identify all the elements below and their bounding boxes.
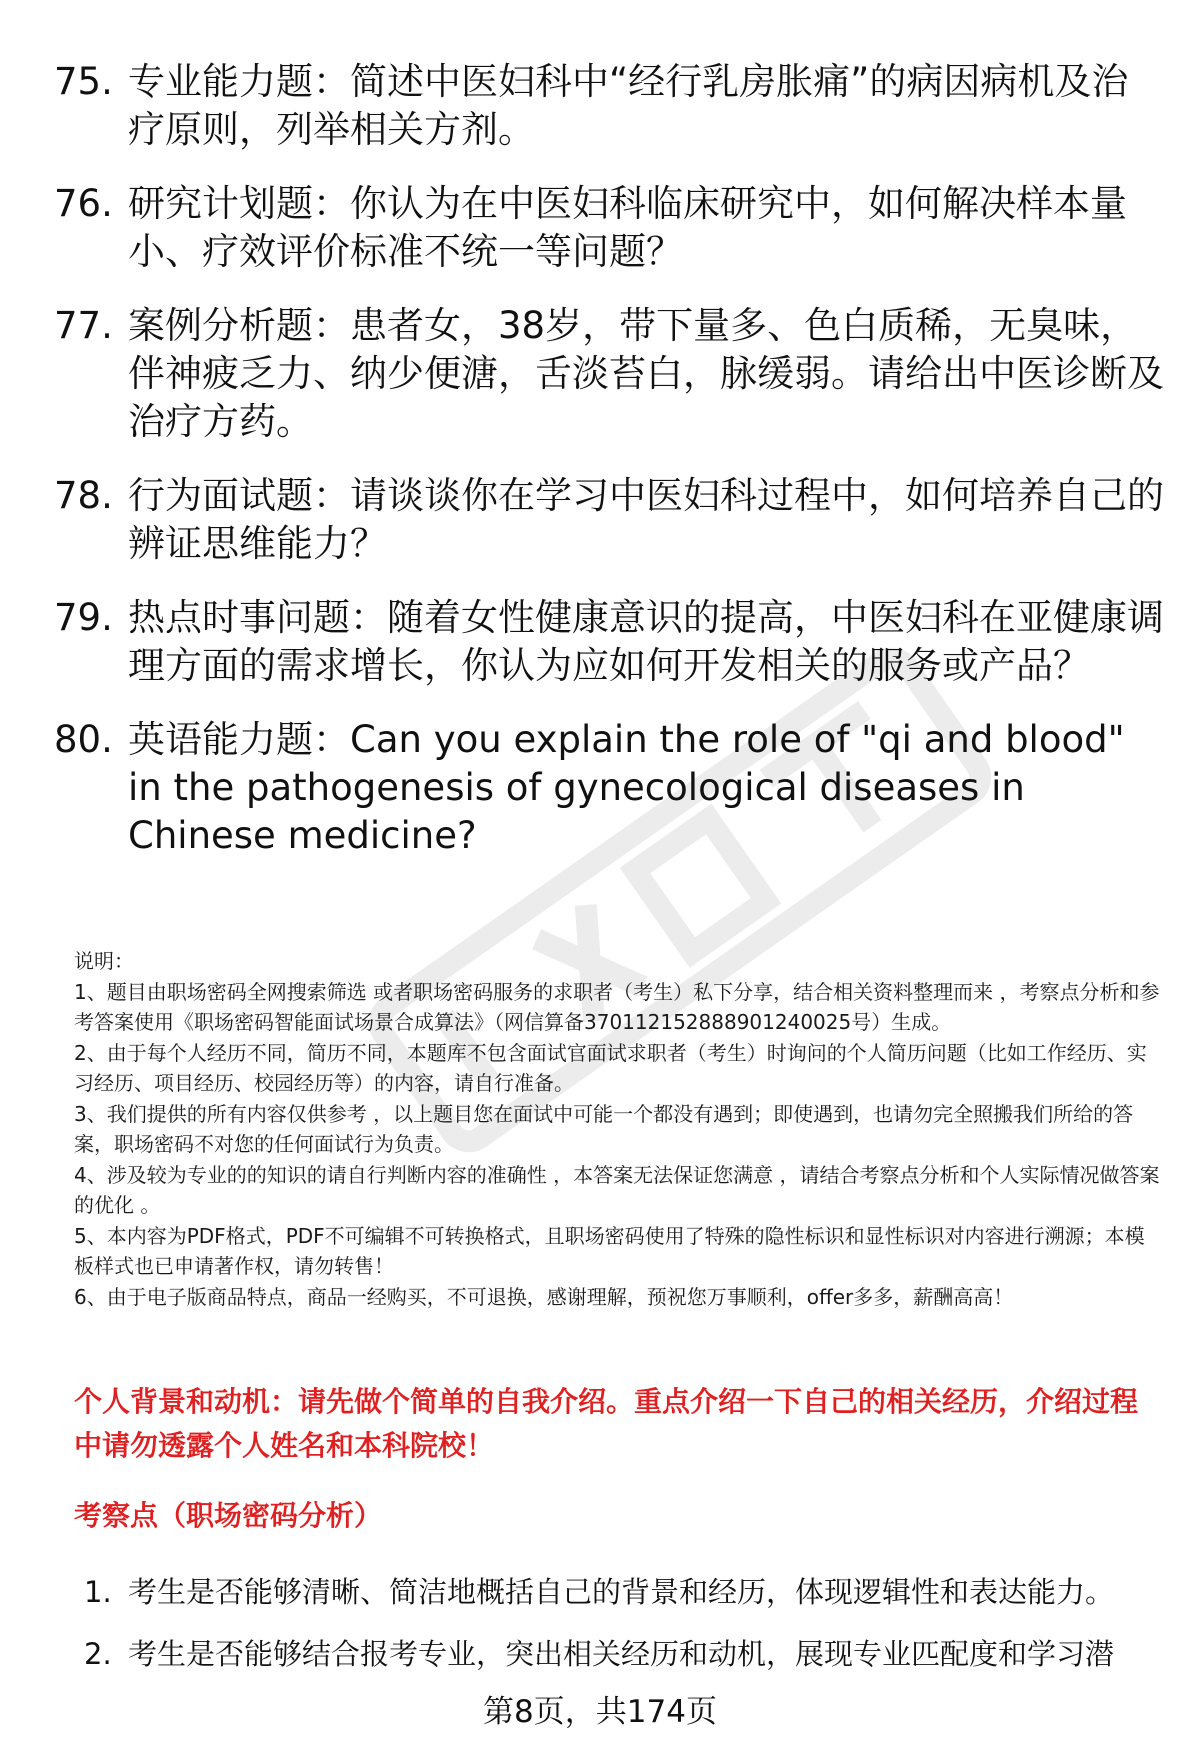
question-item bbox=[54, 180, 1164, 276]
question-text: 热点时事问题：随着女性健康意识的提高，中医妇科在亚健康调理方面的需求增长，你认为应如何开发相关的服务或产品？ bbox=[128, 596, 1164, 687]
point-number: 2. bbox=[84, 1637, 112, 1671]
question-text: 研究计划题：你认为在中医妇科临床研究中，如何解决样本量小、疗效评价标准不统一等问题？ bbox=[128, 182, 1127, 273]
question-text: 专业能力题：简述中医妇科中“经行乳房胀痛”的病因病机及治疗原则，列举相关方剂。 bbox=[128, 60, 1129, 151]
note-item: 5、本内容为PDF格式，PDF不可编辑不可转换格式，且职场密码使用了特殊的隐性标识和显性标识对内容进行溯源；本模板样式也已申请著作权，请勿转售！ bbox=[74, 1223, 1145, 1278]
question-text: 英语能力题：Can you explain the role of "qi and blood" in the pathogenesis of gynecological diseases in Chinese medicine? bbox=[128, 718, 1125, 857]
point-item bbox=[84, 1572, 1164, 1612]
question-text: 案例分析题：患者女，38岁，带下量多、色白质稀，无臭味，伴神疲乏力、纳少便溏，舌淡苔白，脉缓弱。请给出中医诊断及治疗方药。 bbox=[128, 304, 1164, 443]
question-item bbox=[54, 716, 1164, 860]
assessment-points bbox=[84, 1572, 1164, 1696]
point-number: 1. bbox=[84, 1575, 112, 1609]
note-item: 1、题目由职场密码全网搜索筛选 或者职场密码服务的求职者（考生）私下分享，结合相关资料整理而来 ，考察点分析和参考答案使用《职场密码智能面试场景合成算法》（网信算备370112152888901240025号）生成。 bbox=[74, 979, 1160, 1034]
question-item bbox=[54, 58, 1164, 154]
question-number: 79. bbox=[54, 596, 113, 639]
note-item: 6、由于电子版商品特点，商品一经购买，不可退换，感谢理解，预祝您万事顺利，offer多多，薪酬高高！ bbox=[74, 1284, 1014, 1309]
question-number: 78. bbox=[54, 474, 113, 517]
question-number: 76. bbox=[54, 182, 113, 225]
point-text: 考生是否能够结合报考专业，突出相关经历和动机，展现专业匹配度和学习潜 bbox=[128, 1637, 1115, 1671]
question-item bbox=[54, 302, 1164, 446]
section-subheading: 考察点（职场密码分析） bbox=[74, 1499, 383, 1532]
page-footer: 第8页，共174页 bbox=[0, 1690, 1200, 1734]
question-item bbox=[54, 594, 1164, 690]
question-number: 75. bbox=[54, 60, 113, 103]
question-text: 行为面试题：请谈谈你在学习中医妇科过程中，如何培养自己的辨证思维能力？ bbox=[128, 474, 1164, 565]
notes-title: 说明： bbox=[74, 949, 134, 973]
question-number: 77. bbox=[54, 304, 113, 347]
question-item bbox=[54, 472, 1164, 568]
note-item: 3、我们提供的所有内容仅供参考 ，以上题目您在面试中可能一个都没有遇到；即使遇到，也请勿完全照搬我们所给的答案，职场密码不对您的任何面试行为负责。 bbox=[74, 1101, 1134, 1156]
note-item: 2、由于每个人经历不同，简历不同，本题库不包含面试官面试求职者（考生）时询问的个人简历问题（比如工作经历、实习经历、项目经历、校园经历等）的内容，请自行准备。 bbox=[74, 1040, 1147, 1095]
section-heading: 个人背景和动机：请先做个简单的自我介绍。重点介绍一下自己的相关经历，介绍过程中请勿透露个人姓名和本科院校！ bbox=[74, 1385, 1139, 1462]
point-text: 考生是否能够清晰、简洁地概括自己的背景和经历，体现逻辑性和表达能力。 bbox=[128, 1575, 1115, 1609]
question-list bbox=[54, 58, 1164, 886]
point-item bbox=[84, 1634, 1164, 1674]
question-number: 80. bbox=[54, 718, 113, 761]
disclaimer-notes bbox=[74, 946, 1164, 1312]
note-item: 4、涉及较为专业的的知识的请自行判断内容的准确性 ，本答案无法保证您满意 ，请结合考察点分析和个人实际情况做答案的优化 。 bbox=[74, 1162, 1160, 1217]
